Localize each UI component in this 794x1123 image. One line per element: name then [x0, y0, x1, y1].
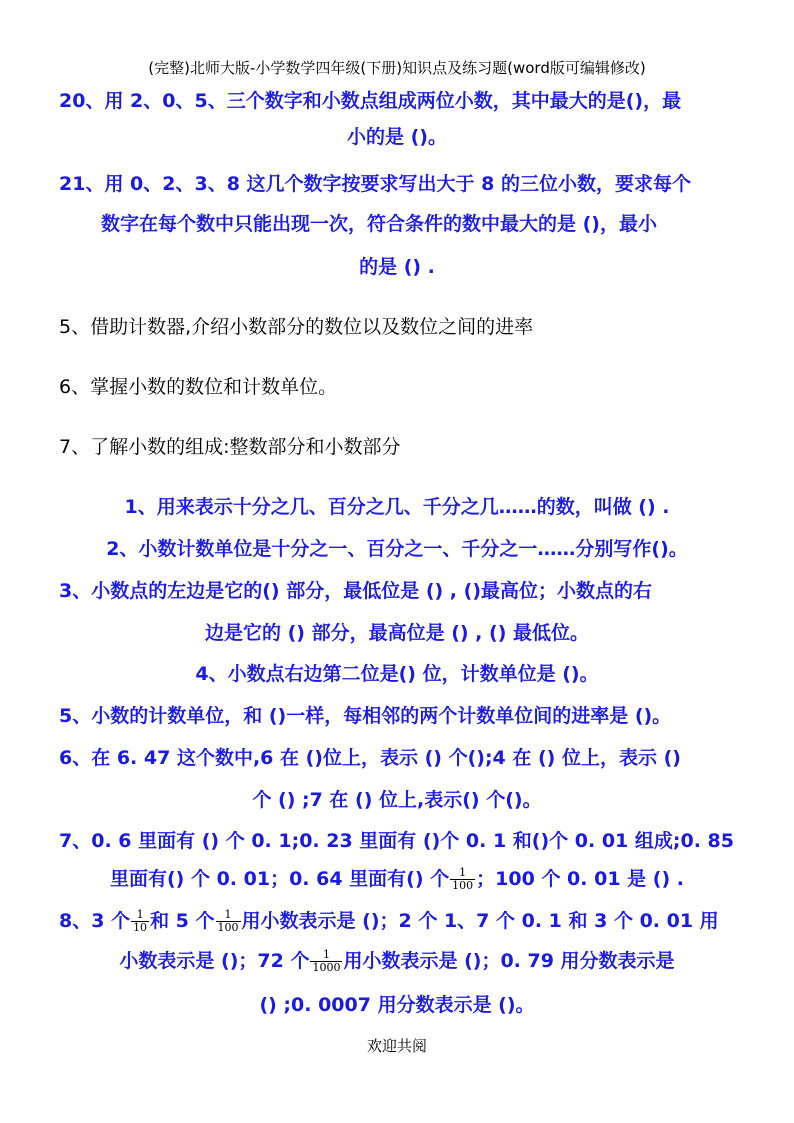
exercise-6-line-1: 6、在 6. 47 这个数中,6 在 ()位上，表示 () 个();4 在 () 位上，表示 (): [59, 747, 681, 769]
fraction-numerator: 1: [450, 867, 475, 880]
fraction-denominator: 100: [452, 879, 474, 892]
exercise-8-text-e: 用小数表示是 ()；0. 79 用分数表示是: [343, 950, 675, 972]
fraction-numerator: 1: [216, 909, 241, 922]
fraction-denominator: 10: [133, 921, 148, 934]
knowledge-point-7: 7、了解小数的组成:整数部分和小数部分: [59, 436, 401, 458]
question-21-line-1: 21、用 0、2、3、8 这几个数字按要求写出大于 8 的三位小数，要求每个: [59, 173, 692, 195]
exercise-3-line-2: 边是它的 () 部分，最高位是 () , () 最低位。: [204, 622, 589, 644]
exercise-4: 4、小数点右边第二位是() 位，计数单位是 ()。: [195, 663, 599, 685]
document-header: (完整)北师大版-小学数学四年级(下册)知识点及练习题(word版可编辑修改): [148, 59, 646, 77]
knowledge-point-6: 6、掌握小数的数位和计数单位。: [59, 376, 338, 398]
exercise-3-line-1: 3、小数点的左边是它的() 部分，最低位是 () , ()最高位；小数点的右: [59, 580, 653, 602]
exercise-1: 1、用来表示十分之几、百分之几、千分之几……的数，叫做 () .: [124, 496, 670, 518]
fraction-1-10: [131, 909, 149, 934]
fraction-denominator: 100: [217, 921, 239, 934]
question-20-line-2: 小的是 ()。: [347, 126, 447, 148]
exercise-8-line-1: [59, 904, 719, 938]
question-20-line-1: 20、用 2、0、5、三个数字和小数点组成两位小数，其中最大的是()，最: [59, 90, 682, 112]
exercise-5: 5、小数的计数单位，和 ()一样，每相邻的两个计数单位间的进率是 ()。: [59, 705, 672, 727]
fraction-1-100: [450, 867, 475, 892]
exercise-6-line-2: 个 () ;7 在 () 位上,表示() 个()。: [252, 789, 542, 811]
fraction-numerator: 1: [310, 949, 342, 962]
exercise-8-text-d: 小数表示是 ()；72 个: [119, 950, 310, 972]
question-21-line-3: 的是 () .: [359, 256, 435, 278]
document-footer: 欢迎共阅: [366, 1037, 427, 1055]
fraction-denominator: 1000: [312, 961, 341, 974]
fraction-1-100-b: [216, 909, 241, 934]
fraction-numerator: 1: [131, 909, 149, 922]
exercise-7-line-1: 7、0. 6 里面有 () 个 0. 1;0. 23 里面有 ()个 0. 1 和()个 0. 01 组成;0. 85: [59, 830, 734, 852]
exercise-7-line-2: [0, 862, 794, 896]
question-21-line-2: 数字在每个数中只能出现一次，符合条件的数中最大的是 ()，最小: [101, 213, 657, 235]
exercise-7-text-a: 里面有() 个 0. 01；0. 64 里面有() 个: [109, 868, 450, 890]
knowledge-point-5: 5、借助计数器,介绍小数部分的数位以及数位之间的进率: [59, 316, 534, 338]
fraction-1-1000: [310, 949, 342, 974]
exercise-8-line-3: () ;0. 0007 用分数表示是 ()。: [259, 994, 535, 1016]
exercise-8-text-c: 用小数表示是 ()；2 个 1、7 个 0. 1 和 3 个 0. 01 用: [241, 910, 719, 932]
exercise-8-line-2: [0, 944, 794, 978]
exercise-8-text-a: 8、3 个: [59, 910, 131, 932]
exercise-8-text-b: 和 5 个: [150, 910, 215, 932]
exercise-2: 2、小数计数单位是十分之一、百分之一、千分之一……分别写作()。: [106, 538, 688, 560]
exercise-7-text-b: ；100 个 0. 01 是 () .: [476, 868, 684, 890]
